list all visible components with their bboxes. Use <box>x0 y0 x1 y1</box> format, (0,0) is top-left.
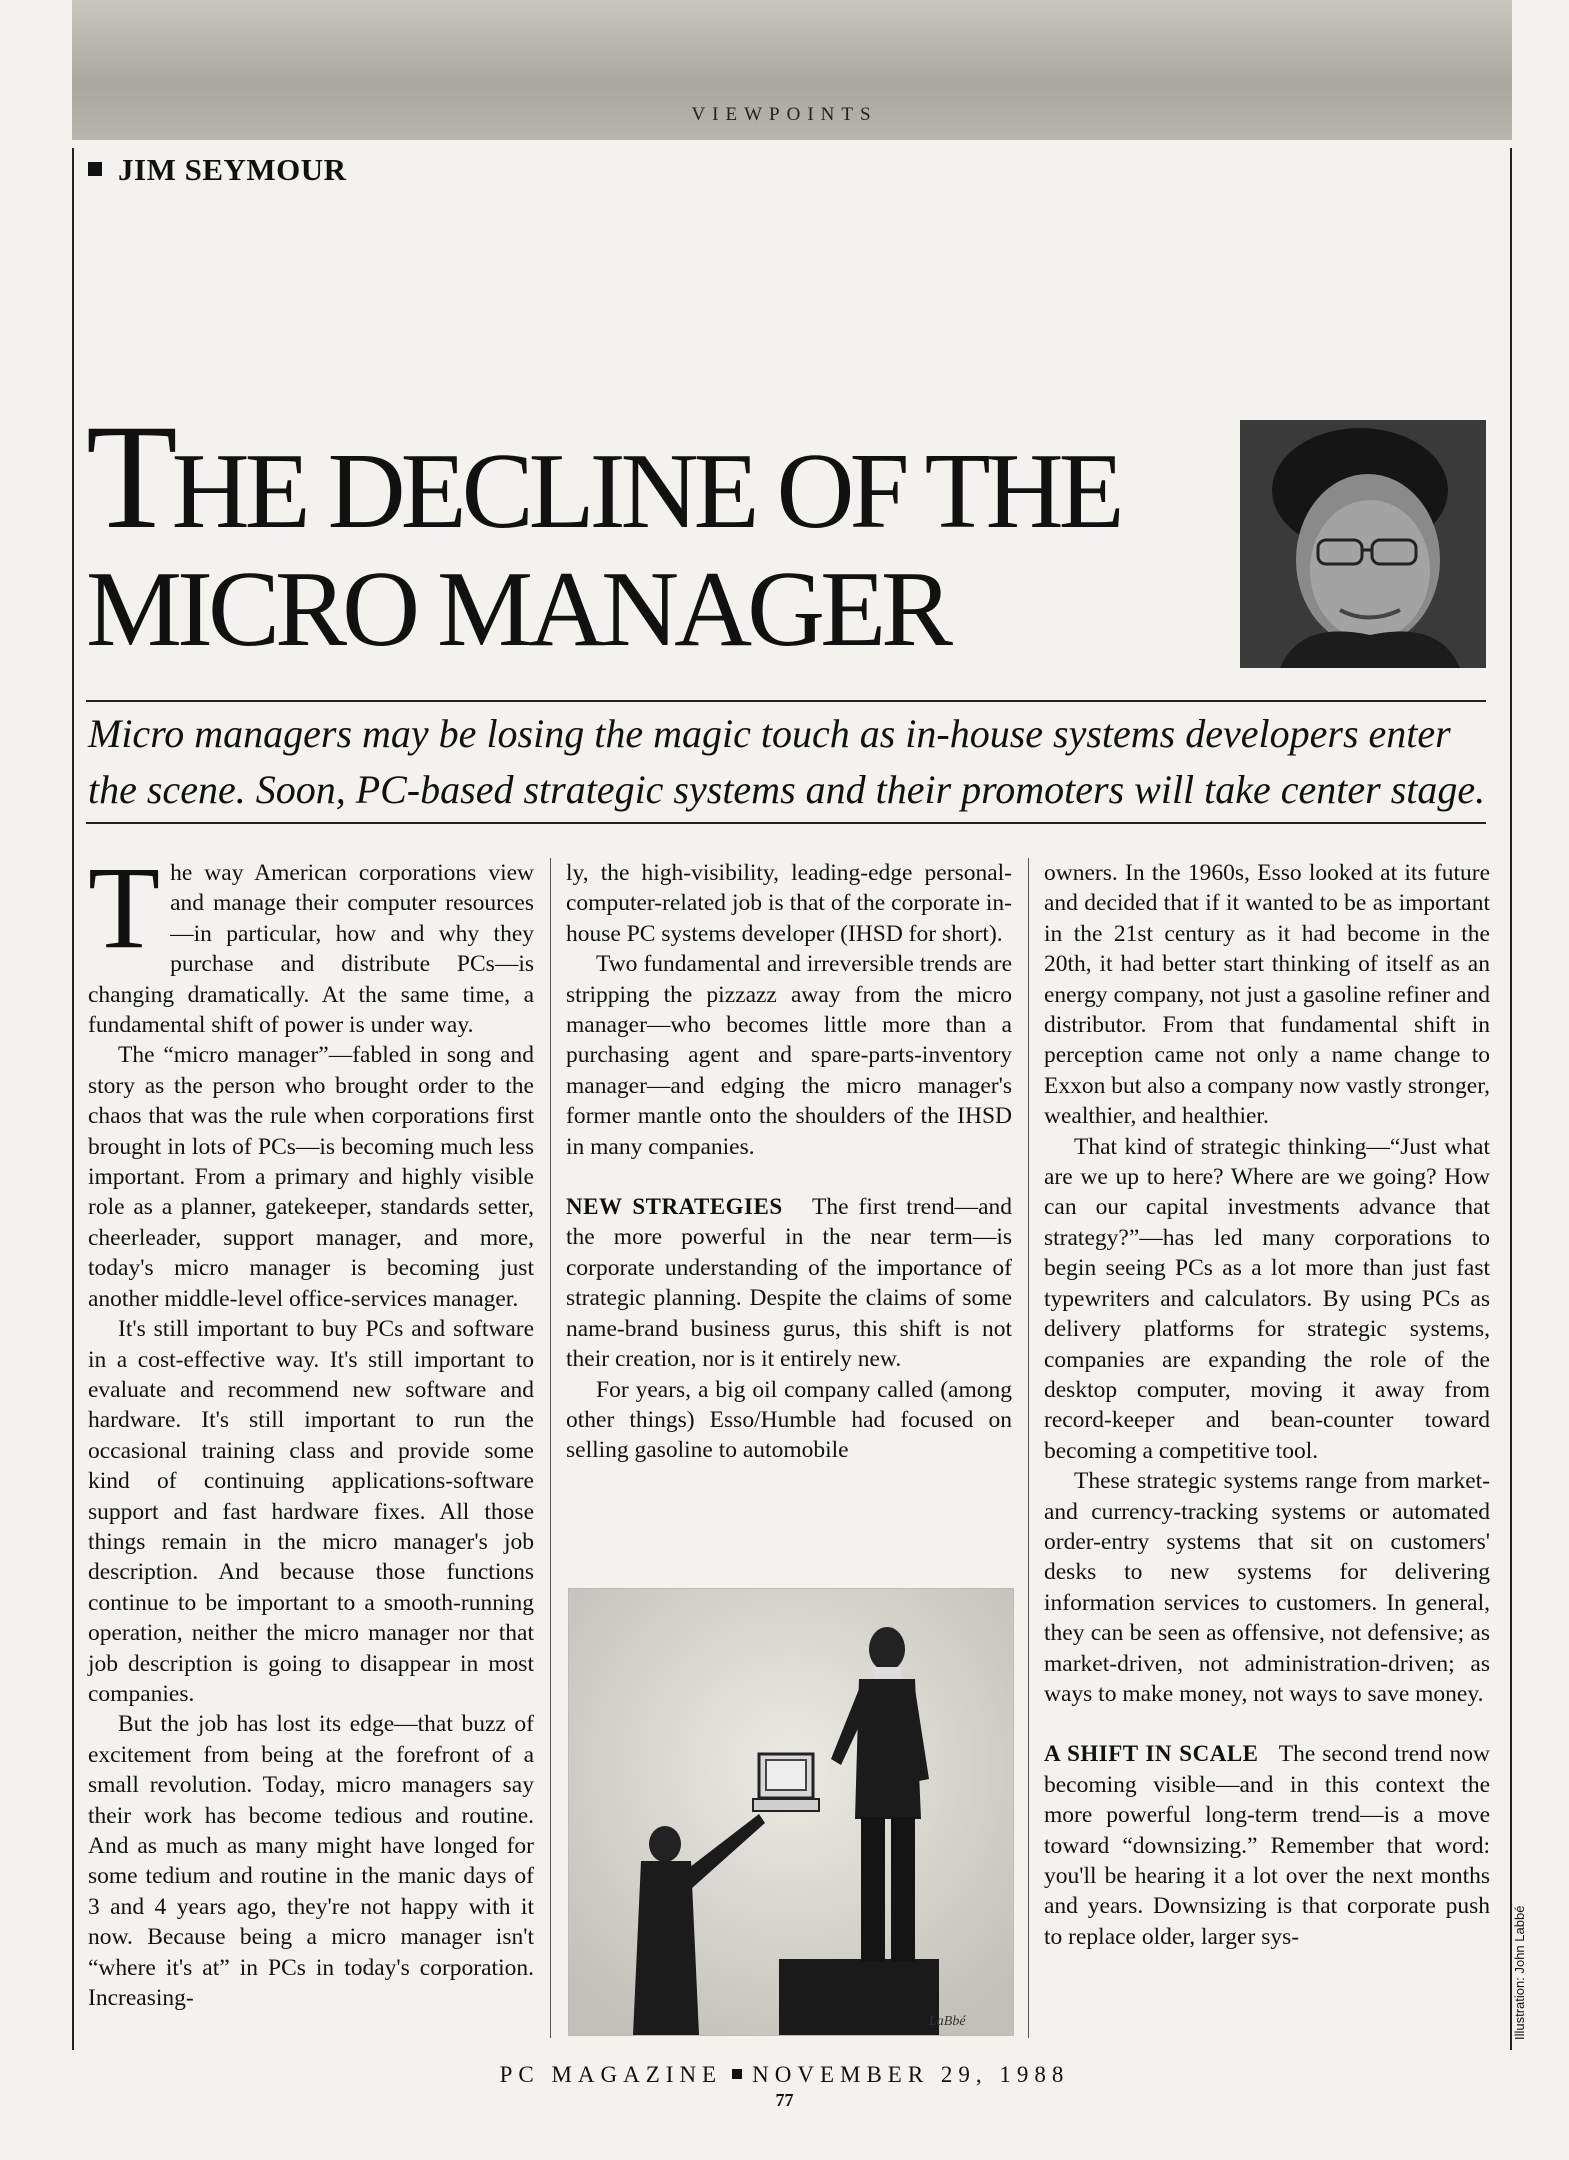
paragraph <box>1044 1739 1490 1952</box>
page-footer <box>0 2062 1569 2088</box>
headline <box>86 394 1236 669</box>
drop-cap: T <box>88 842 161 973</box>
illustration <box>568 1588 1014 2036</box>
page-number: 77 <box>775 2090 794 2110</box>
paragraph: For years, a big oil company called (among other things) Esso/Humble had focused on selling gasoline to automobile <box>566 1376 1012 1464</box>
paragraph: Two fundamental and irreversible trends are stripping the pizzazz away from the micro manager—who becomes little more than a purchasing agent and spare-parts-inventory manager—and edging the micro manager's former mantle onto the shoulders of the IHSD in many companies. <box>566 951 1012 1160</box>
column-divider <box>1028 858 1029 2038</box>
deck-bottom-rule <box>86 822 1486 824</box>
paragraph-text: The second trend now becoming visible—and in this context the more powerful long-term trend—is a move toward “downsizing.” Remember that word: you'll be hearing it a lot over the next months and years. Downsizing is that corporate push to replace older, larger sys- <box>1044 1741 1491 1950</box>
subhead-shift-in-scale: A SHIFT IN SCALE <box>1044 1741 1259 1767</box>
paragraph: But the job has lost its edge—that buzz of excitement from being at the forefront of a small revolution. Today, micro managers say their work has become tedious and routine. And as much as many might have longed for some tedium and routine in the manic days of 3 and 4 years ago, they're not happy with it now. Because being a micro manager isn't “where it's at” in PCs in today's corporation. Increasing- <box>88 1711 534 2012</box>
author-portrait <box>1240 420 1486 668</box>
paragraph-text: The first trend—and the more powerful in the near term—is corporate understanding of the importance of strategic planning. Despite the claims of some name-brand business gurus, this shift is not their creation, nor is it entirely new. <box>566 1194 1013 1373</box>
article-column-3 <box>1044 858 1490 1952</box>
bullet-square-icon <box>732 2069 742 2079</box>
author-name: JIM SEYMOUR <box>118 152 347 187</box>
paragraph: owners. In the 1960s, Esso looked at its future and decided that if it wanted to be as important in the 21st century as it had become in the 20th, it had better start thinking of itself as an energy company, not just a gasoline refiner and distributor. From that fundamental shift in perception came not only a name change to Exxon but also a company now vastly stronger, wealthier, and healthier. <box>1044 860 1490 1130</box>
article-column-1 <box>88 842 534 2013</box>
paragraph <box>88 842 534 1040</box>
article-column-2 <box>566 858 1012 1466</box>
section-label: VIEWPOINTS <box>691 104 878 125</box>
bullet-square-icon <box>88 162 102 176</box>
paragraph: ly, the high-visibility, leading-edge personal-computer-related job is that of the corporate in-house PC systems developer (IHSD for short). <box>566 860 1012 947</box>
deck-top-rule <box>86 700 1486 702</box>
businessman-computer-illustration-icon <box>569 1589 1013 2035</box>
paragraph-text: he way American corporations view and manage their computer resources—in particular, how and why they purchase and distribute PCs—is changing dramatically. At the same time, a fundamental shift of power is under way. <box>88 860 534 1039</box>
paragraph: That kind of strategic thinking—“Just what are we up to here? Where are we going? How can our capital investments advance that strategy?”—has led many corporations to begin seeing PCs as a lot more than just fast typewriters and calculators. By using PCs as delivery platforms for strategic systems, companies are expanding the role of the desktop computer, moving it away from record-keeper and bean-counter toward becoming a competitive tool. <box>1044 1133 1490 1464</box>
issue-date: NOVEMBER 29, 1988 <box>752 2062 1070 2087</box>
subhead-new-strategies: NEW STRATEGIES <box>566 1194 783 1220</box>
paragraph <box>566 1192 1012 1374</box>
byline <box>88 152 347 188</box>
paragraph: The “micro manager”—fabled in song and story as the person who brought order to the chaos that was the rule when corporations first brought in lots of PCs—is becoming much less important. From a primary and highly visible role as a planner, gatekeeper, standards setter, cheerleader, support manager, and more, today's micro manager is becoming just another middle-level office-services manager. <box>88 1042 534 1312</box>
portrait-photo-icon <box>1240 420 1486 668</box>
paragraph: It's still important to buy PCs and software in a cost-effective way. It's still important to evaluate and recommend new software and hardware. It's still important to run the occasional training class and provide some kind of continuing applications-software support and fast hardware fixes. All those things remain in the micro manager's job description. And because those functions continue to be important to a smooth-running operation, neither the micro manager nor that job description is going to disappear in most companies. <box>88 1316 534 1707</box>
paragraph: These strategic systems range from market- and currency-tracking systems or automated order-entry systems that sit on customers' desks to new systems for delivering information services to customers. In general, they can be seen as offensive, not defensive; as market-driven, not administration-driven; as ways to make money, not ways to save money. <box>1044 1468 1490 1707</box>
illustration-credit: Illustration: John Labbé <box>1512 1905 1527 2040</box>
magazine-name: PC MAGAZINE <box>499 2062 723 2087</box>
headline-line2: MICRO MANAGER <box>86 550 949 669</box>
headline-line1: HE DECLINE OF THE <box>171 432 1120 551</box>
column-divider <box>550 858 551 2038</box>
headline-initial: T <box>86 394 172 560</box>
deck-subtitle: Micro managers may be losing the magic touch as in-house systems developers enter the scene. Soon, PC-based strategic systems and their promoters will take center stage. <box>88 711 1486 812</box>
illustration-signature: LaBbé <box>929 2014 966 2029</box>
